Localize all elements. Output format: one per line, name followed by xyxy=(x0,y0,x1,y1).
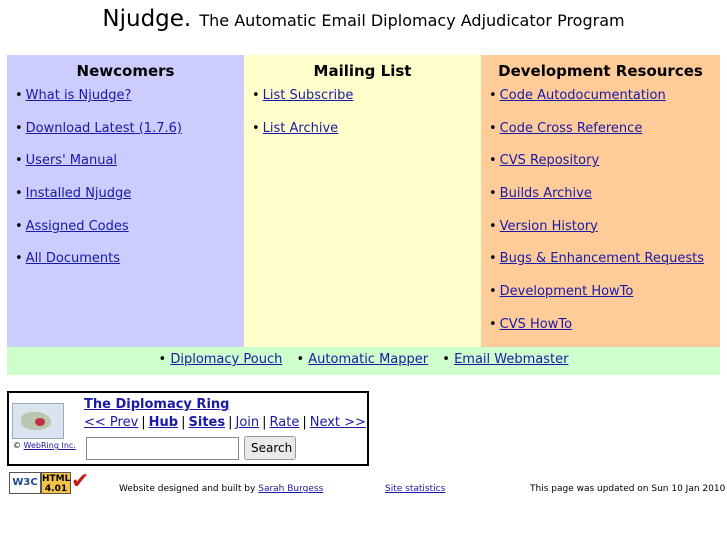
list-item xyxy=(489,219,720,252)
link-download-latest[interactable]: Download Latest (1.7.6) xyxy=(25,120,182,136)
badge-line-1: HTML xyxy=(42,474,71,484)
link-what-is-njudge[interactable]: What is Njudge? xyxy=(25,88,132,103)
link-bugs-requests[interactable]: Bugs & Enhancement Requests xyxy=(499,251,705,267)
webring-box xyxy=(7,391,369,466)
list-item xyxy=(489,88,720,121)
link-list-subscribe[interactable]: List Subscribe xyxy=(262,88,354,103)
link-version-history[interactable]: Version History xyxy=(499,218,598,234)
bullet: • xyxy=(489,88,497,103)
list-item xyxy=(489,153,720,186)
webring-prev-link[interactable]: << Prev xyxy=(84,415,139,430)
checkmark-icon: ✔ xyxy=(71,469,90,494)
list-item xyxy=(489,121,720,154)
webring-next-link[interactable]: Next >> xyxy=(309,415,366,430)
development-heading: Development Resources xyxy=(498,62,703,80)
link-automatic-mapper[interactable]: Automatic Mapper xyxy=(308,352,429,367)
separator: | xyxy=(141,415,146,430)
mailing-list xyxy=(244,88,481,153)
last-updated: This page was updated on Sun 10 Jan 2010 xyxy=(530,484,726,494)
development-column xyxy=(481,55,720,347)
webring-search-button[interactable]: Search xyxy=(244,436,296,460)
bullet: • xyxy=(158,352,167,367)
bullet: • xyxy=(252,120,260,136)
separator: | xyxy=(262,415,267,430)
bullet: • xyxy=(489,153,497,169)
link-webring-inc[interactable]: WebRing Inc. xyxy=(23,441,76,450)
list-item xyxy=(252,121,481,154)
bullet: • xyxy=(15,88,23,103)
designer-credit xyxy=(119,484,323,494)
bullet: • xyxy=(15,153,23,169)
link-code-autodoc[interactable]: Code Autodocumentation xyxy=(499,88,666,103)
bullet: • xyxy=(489,251,497,267)
designed-by-text: Website designed and built by xyxy=(119,484,256,494)
webring-copyright xyxy=(13,441,76,450)
bullet: • xyxy=(442,352,450,367)
html-version-badge xyxy=(41,472,71,494)
bullet: • xyxy=(15,218,23,234)
bullet: • xyxy=(15,251,23,267)
list-item xyxy=(15,88,244,121)
webring-rate-link[interactable]: Rate xyxy=(269,415,300,430)
page-header xyxy=(0,6,727,32)
separator: | xyxy=(181,415,186,430)
webring-hub-link[interactable]: Hub xyxy=(148,415,179,430)
link-designer[interactable]: Sarah Burgess xyxy=(258,484,324,494)
link-builds-archive[interactable]: Builds Archive xyxy=(499,186,592,202)
list-item xyxy=(489,251,720,284)
list-item xyxy=(15,186,244,219)
separator: | xyxy=(228,415,233,430)
footer-item xyxy=(159,352,283,367)
bullet: • xyxy=(489,218,497,234)
link-columns xyxy=(7,55,720,347)
w3c-html-badge[interactable] xyxy=(9,469,90,496)
list-item xyxy=(489,284,720,317)
list-item xyxy=(15,121,244,154)
footer-links-bar xyxy=(7,347,720,375)
newcomers-column xyxy=(7,55,244,347)
bullet: • xyxy=(15,120,23,136)
webring-title-link[interactable]: The Diplomacy Ring xyxy=(84,397,230,412)
link-email-webmaster[interactable]: Email Webmaster xyxy=(454,352,569,367)
site-brand: Njudge. xyxy=(102,6,192,32)
separator: | xyxy=(302,415,307,430)
list-item xyxy=(15,219,244,252)
bullet: • xyxy=(252,88,260,103)
badge-line-2: 4.01 xyxy=(44,484,68,494)
list-item xyxy=(15,153,244,186)
bullet: • xyxy=(296,352,305,367)
link-assigned-codes[interactable]: Assigned Codes xyxy=(25,218,129,234)
newcomers-list xyxy=(7,88,244,284)
webring-sites-link[interactable]: Sites xyxy=(188,415,226,430)
link-cvs-howto[interactable]: CVS HowTo xyxy=(499,316,573,332)
site-tagline: The Automatic Email Diplomacy Adjudicator Program xyxy=(199,11,625,30)
copyright-symbol: © xyxy=(13,441,21,450)
webring-join-link[interactable]: Join xyxy=(235,415,260,430)
footer-item xyxy=(296,352,428,367)
link-code-xref[interactable]: Code Cross Reference xyxy=(499,120,643,136)
bullet: • xyxy=(489,120,497,136)
link-site-statistics[interactable]: Site statistics xyxy=(385,484,446,494)
link-all-documents[interactable]: All Documents xyxy=(25,251,121,267)
mailing-list-column xyxy=(244,55,481,347)
list-item xyxy=(489,317,720,350)
webring-nav xyxy=(84,415,366,430)
list-item xyxy=(489,186,720,219)
site-stats xyxy=(385,484,445,494)
list-item xyxy=(15,251,244,284)
footer-item xyxy=(442,352,568,367)
bullet: • xyxy=(489,186,497,202)
link-installed-njudge[interactable]: Installed Njudge xyxy=(25,186,132,202)
bullet: • xyxy=(15,186,23,202)
bullet: • xyxy=(489,316,497,332)
link-users-manual[interactable]: Users' Manual xyxy=(25,153,118,169)
newcomers-heading: Newcomers xyxy=(76,62,175,80)
w3c-logo: W3C xyxy=(9,472,41,494)
list-item xyxy=(252,88,481,121)
bullet: • xyxy=(489,284,497,300)
development-list xyxy=(481,88,720,350)
link-cvs-repository[interactable]: CVS Repository xyxy=(499,153,600,169)
map-marker xyxy=(35,418,45,426)
link-list-archive[interactable]: List Archive xyxy=(262,120,339,136)
webring-map-icon[interactable] xyxy=(12,403,64,439)
webring-search-input[interactable] xyxy=(86,437,239,460)
mailing-list-heading: Mailing List xyxy=(313,62,412,80)
link-diplomacy-pouch[interactable]: Diplomacy Pouch xyxy=(170,352,283,367)
link-development-howto[interactable]: Development HowTo xyxy=(499,284,634,300)
